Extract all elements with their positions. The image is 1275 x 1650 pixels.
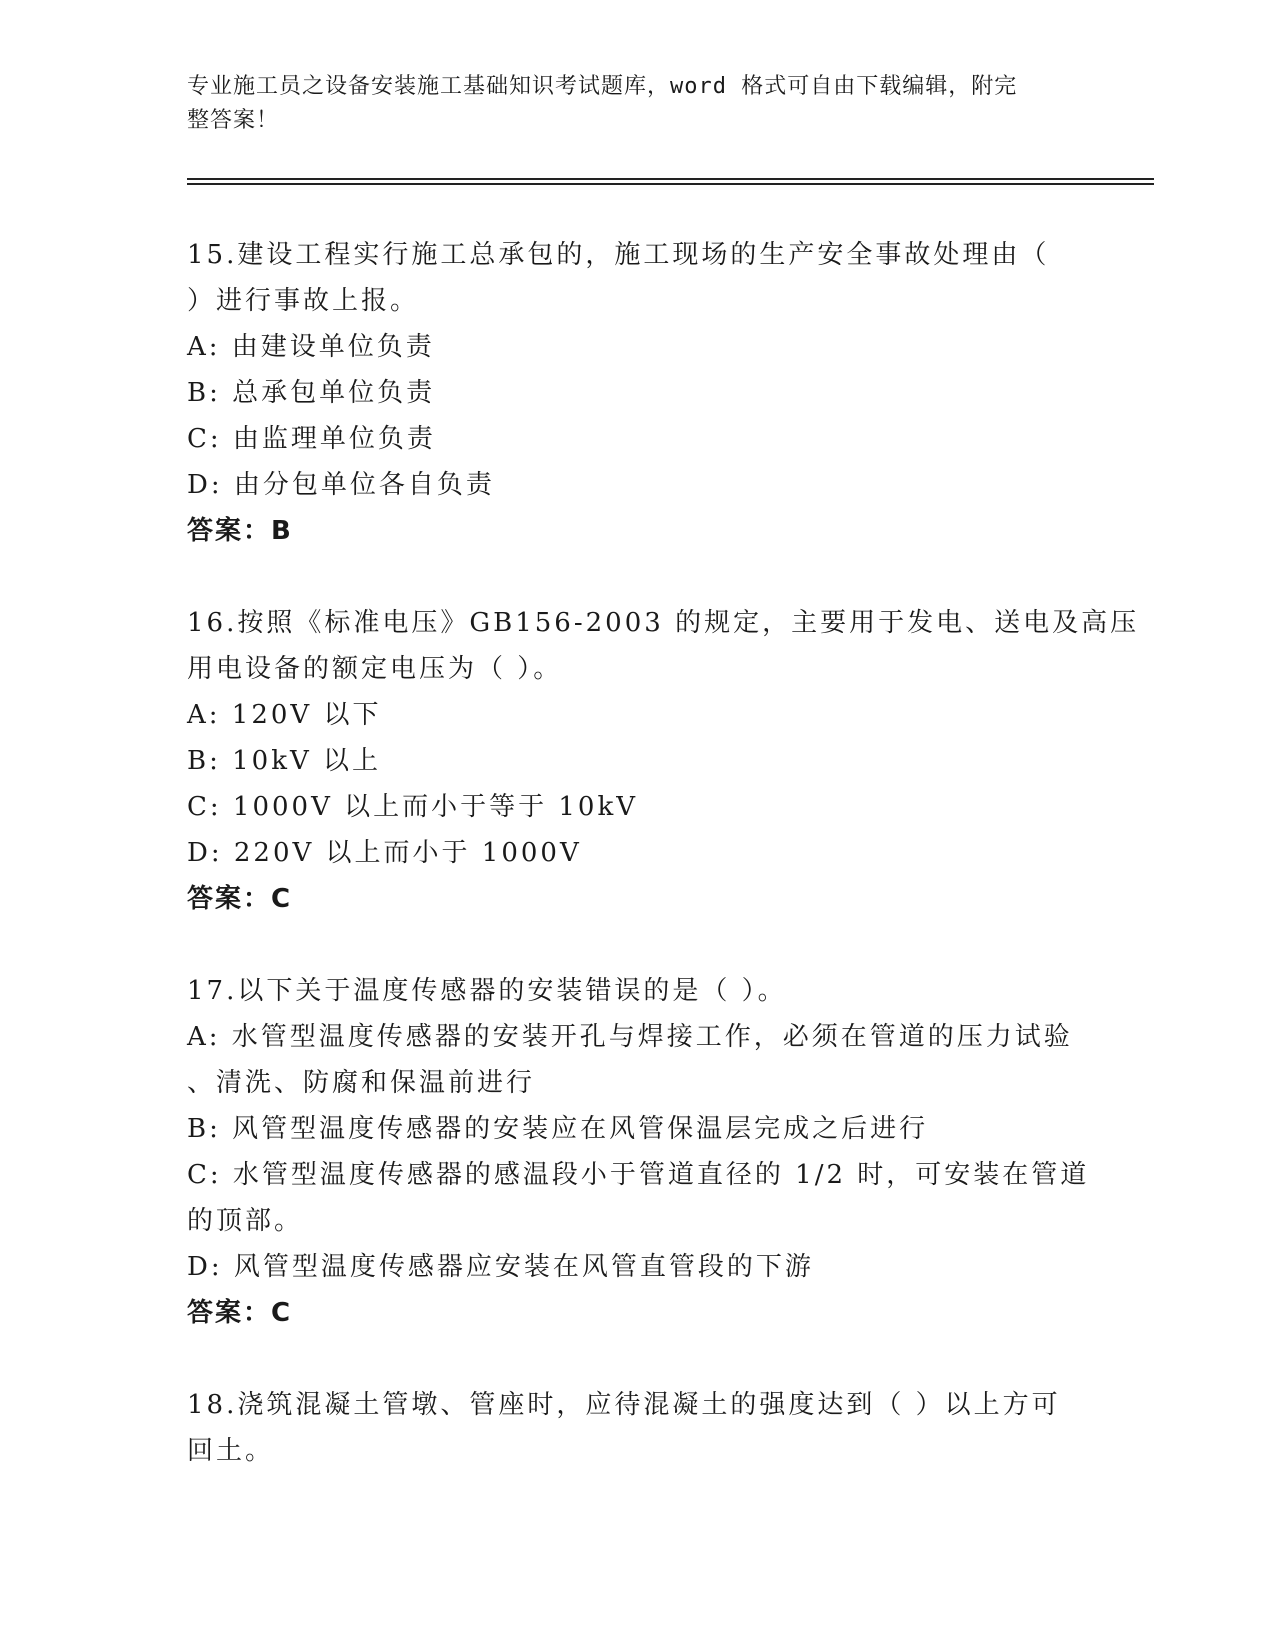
question-18 [187,1382,1087,1474]
question-stem: 18.浇筑混凝土管墩、管座时，应待混凝土的强度达到（ ）以上方可 [187,1390,1061,1420]
question-stem: 用电设备的额定电压为（ ）。 [187,654,563,684]
option-a-continued: 、清洗、防腐和保温前进行 [187,1068,536,1098]
question-15 [187,232,1087,554]
option-b: B: 10kV 以上 [187,746,382,776]
option-b: B: 总承包单位负责 [187,378,436,408]
question-stem: 回土。 [187,1436,275,1466]
question-16 [187,600,1140,922]
option-c-continued: 的顶部。 [187,1206,304,1236]
question-stem: ）进行事故上报。 [187,286,420,316]
question-17 [187,968,1090,1336]
answer-label: 答案：C [187,884,293,914]
option-b: B: 风管型温度传感器的安装应在风管保温层完成之后进行 [187,1114,929,1144]
option-d: D: 由分包单位各自负责 [187,470,495,500]
header-divider-top [187,178,1154,180]
question-stem: 16.按照《标准电压》GB156-2003 的规定，主要用于发电、送电及高压 [187,608,1140,638]
option-a: A: 120V 以下 [187,700,382,730]
option-a: A: 由建设单位负责 [187,332,435,362]
question-list [187,232,1140,1520]
question-stem: 15.建设工程实行施工总承包的，施工现场的生产安全事故处理由（ [187,240,1050,270]
option-a: A: 水管型温度传感器的安装开孔与焊接工作，必须在管道的压力试验 [187,1022,1073,1052]
option-d: D: 风管型温度传感器应安装在风管直管段的下游 [187,1252,814,1282]
option-c: C: 水管型温度传感器的感温段小于管道直径的 1/2 时，可安装在管道 [187,1160,1090,1190]
option-d: D: 220V 以上而小于 1000V [187,838,582,868]
header-divider-bottom [187,183,1154,185]
header-line-1: 专业施工员之设备安装施工基础知识考试题库，word 格式可自由下载编辑，附完 [187,74,1018,99]
answer-label: 答案：C [187,1298,293,1328]
option-c: C: 由监理单位负责 [187,424,436,454]
answer-label: 答案：B [187,516,293,546]
header-line-2: 整答案！ [187,108,280,133]
question-stem: 17.以下关于温度传感器的安装错误的是（ ）。 [187,976,787,1006]
option-c: C: 1000V 以上而小于等于 10kV [187,792,639,822]
document-header [187,70,1067,138]
